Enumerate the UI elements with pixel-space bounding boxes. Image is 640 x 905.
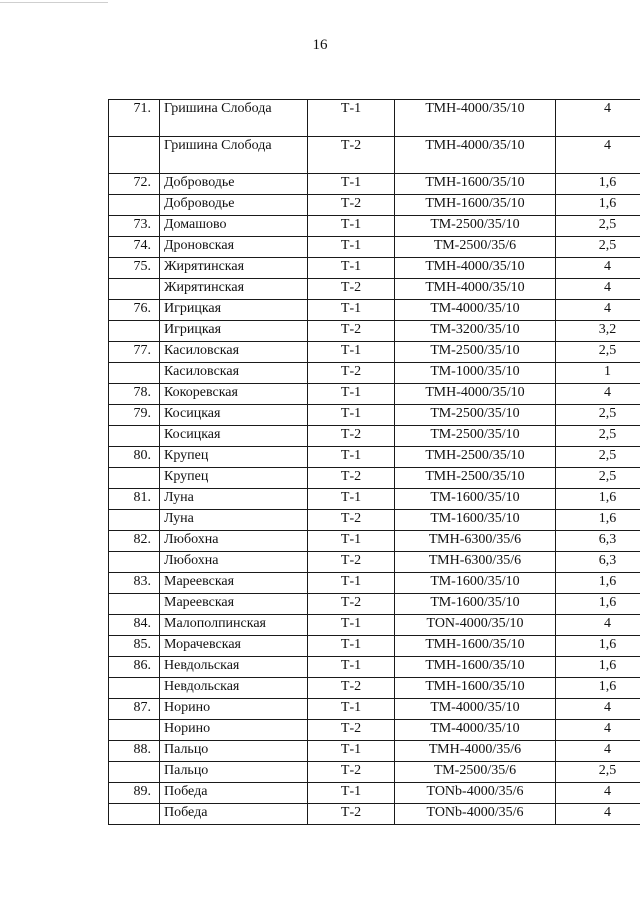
transformer-power-cell: 6,3: [556, 552, 640, 573]
table-row: [109, 195, 640, 216]
row-number-cell: 74.: [109, 237, 160, 258]
row-number-cell: [109, 678, 160, 699]
substation-name-cell: Гришина Слобода: [160, 100, 308, 137]
table-row: [109, 100, 640, 137]
transformer-type-cell: ТМ-4000/35/10: [395, 699, 556, 720]
substation-name-cell: Норино: [160, 720, 308, 741]
substation-name-cell: Мареевская: [160, 573, 308, 594]
transformer-power-cell: 4: [556, 100, 640, 137]
row-number-cell: [109, 762, 160, 783]
transformer-id-cell: Т-1: [308, 489, 395, 510]
row-number-cell: [109, 321, 160, 342]
transformer-power-cell: 2,5: [556, 762, 640, 783]
transformer-type-cell: ТМН-6300/35/6: [395, 531, 556, 552]
row-number-cell: 71.: [109, 100, 160, 137]
table-row: [109, 699, 640, 720]
transformer-power-cell: 4: [556, 741, 640, 762]
transformer-power-cell: 3,2: [556, 321, 640, 342]
transformer-id-cell: Т-1: [308, 384, 395, 405]
transformer-power-cell: 4: [556, 384, 640, 405]
row-number-cell: [109, 510, 160, 531]
table-row: [109, 174, 640, 195]
row-number-cell: 86.: [109, 657, 160, 678]
substation-name-cell: Победа: [160, 804, 308, 825]
transformer-type-cell: ТМН-2500/35/10: [395, 447, 556, 468]
table-row: [109, 531, 640, 552]
substation-name-cell: Пальцо: [160, 762, 308, 783]
transformer-type-cell: ТМ-1000/35/10: [395, 363, 556, 384]
transformer-id-cell: Т-2: [308, 363, 395, 384]
transformer-type-cell: TONb-4000/35/6: [395, 783, 556, 804]
table-row: [109, 237, 640, 258]
transformer-id-cell: Т-1: [308, 657, 395, 678]
row-number-cell: [109, 195, 160, 216]
transformer-power-cell: 2,5: [556, 342, 640, 363]
transformer-power-cell: 1,6: [556, 657, 640, 678]
transformer-type-cell: ТМН-4000/35/10: [395, 279, 556, 300]
table-row: [109, 321, 640, 342]
transformer-power-cell: 1,6: [556, 678, 640, 699]
table-body: [109, 100, 640, 825]
transformer-power-cell: 2,5: [556, 447, 640, 468]
row-number-cell: 87.: [109, 699, 160, 720]
transformer-id-cell: Т-2: [308, 426, 395, 447]
row-number-cell: [109, 552, 160, 573]
transformer-id-cell: Т-2: [308, 321, 395, 342]
table-row: [109, 489, 640, 510]
transformer-type-cell: TON-4000/35/10: [395, 615, 556, 636]
table-row: [109, 300, 640, 321]
transformer-type-cell: ТМН-1600/35/10: [395, 195, 556, 216]
transformer-type-cell: ТМН-4000/35/10: [395, 384, 556, 405]
substation-name-cell: Невдольская: [160, 678, 308, 699]
substation-name-cell: Игрицкая: [160, 321, 308, 342]
transformer-power-cell: 4: [556, 720, 640, 741]
transformer-id-cell: Т-1: [308, 237, 395, 258]
row-number-cell: 85.: [109, 636, 160, 657]
substation-name-cell: Кокоревская: [160, 384, 308, 405]
substation-name-cell: Касиловская: [160, 342, 308, 363]
substation-name-cell: Луна: [160, 510, 308, 531]
transformer-id-cell: Т-1: [308, 699, 395, 720]
transformer-power-cell: 4: [556, 783, 640, 804]
row-number-cell: [109, 804, 160, 825]
table-row: [109, 804, 640, 825]
transformer-power-cell: 2,5: [556, 216, 640, 237]
transformer-id-cell: Т-1: [308, 174, 395, 195]
transformer-type-cell: ТМ-3200/35/10: [395, 321, 556, 342]
row-number-cell: 81.: [109, 489, 160, 510]
table-row: [109, 216, 640, 237]
transformer-type-cell: ТМ-1600/35/10: [395, 573, 556, 594]
row-number-cell: [109, 594, 160, 615]
transformer-id-cell: Т-1: [308, 405, 395, 426]
table-row: [109, 426, 640, 447]
table-row: [109, 636, 640, 657]
transformer-id-cell: Т-2: [308, 594, 395, 615]
transformer-type-cell: ТМН-1600/35/10: [395, 678, 556, 699]
transformer-type-cell: ТМ-2500/35/10: [395, 216, 556, 237]
table-row: [109, 405, 640, 426]
transformer-id-cell: Т-2: [308, 762, 395, 783]
row-number-cell: [109, 720, 160, 741]
transformer-type-cell: ТМН-1600/35/10: [395, 174, 556, 195]
transformer-type-cell: ТМН-4000/35/10: [395, 100, 556, 137]
transformer-type-cell: ТМН-6300/35/6: [395, 552, 556, 573]
table-row: [109, 573, 640, 594]
transformer-power-cell: 1,6: [556, 636, 640, 657]
transformer-id-cell: Т-2: [308, 804, 395, 825]
transformer-id-cell: Т-2: [308, 137, 395, 174]
transformer-id-cell: Т-1: [308, 636, 395, 657]
transformer-power-cell: 4: [556, 699, 640, 720]
transformer-type-cell: ТМН-1600/35/10: [395, 657, 556, 678]
substation-name-cell: Невдольская: [160, 657, 308, 678]
substation-name-cell: Жирятинская: [160, 258, 308, 279]
substation-transformer-table: [108, 99, 640, 825]
transformer-id-cell: Т-1: [308, 573, 395, 594]
transformer-power-cell: 1,6: [556, 489, 640, 510]
transformer-power-cell: 1,6: [556, 195, 640, 216]
substation-name-cell: Домашово: [160, 216, 308, 237]
table-row: [109, 678, 640, 699]
transformer-type-cell: ТМН-4000/35/10: [395, 258, 556, 279]
table-row: [109, 279, 640, 300]
transformer-id-cell: Т-2: [308, 279, 395, 300]
substation-name-cell: Доброводье: [160, 174, 308, 195]
transformer-power-cell: 2,5: [556, 426, 640, 447]
transformer-type-cell: ТМ-1600/35/10: [395, 510, 556, 531]
table-row: [109, 741, 640, 762]
substation-name-cell: Дроновская: [160, 237, 308, 258]
substation-name-cell: Норино: [160, 699, 308, 720]
transformer-id-cell: Т-1: [308, 100, 395, 137]
table-row: [109, 657, 640, 678]
transformer-power-cell: 4: [556, 615, 640, 636]
page-number: 16: [312, 37, 328, 53]
transformer-type-cell: ТМ-2500/35/10: [395, 426, 556, 447]
transformer-type-cell: ТМН-4000/35/10: [395, 137, 556, 174]
transformer-id-cell: Т-2: [308, 195, 395, 216]
transformer-power-cell: 2,5: [556, 468, 640, 489]
substation-name-cell: Крупец: [160, 447, 308, 468]
substation-name-cell: Малополпинская: [160, 615, 308, 636]
table-row: [109, 510, 640, 531]
transformer-id-cell: Т-2: [308, 468, 395, 489]
transformer-type-cell: ТМ-4000/35/10: [395, 720, 556, 741]
transformer-power-cell: 2,5: [556, 237, 640, 258]
transformer-type-cell: ТМН-2500/35/10: [395, 468, 556, 489]
table-row: [109, 615, 640, 636]
row-number-cell: 89.: [109, 783, 160, 804]
transformer-type-cell: ТМ-2500/35/10: [395, 342, 556, 363]
table-row: [109, 594, 640, 615]
substation-name-cell: Победа: [160, 783, 308, 804]
transformer-id-cell: Т-1: [308, 615, 395, 636]
transformer-id-cell: Т-1: [308, 531, 395, 552]
row-number-cell: 77.: [109, 342, 160, 363]
transformer-type-cell: TONb-4000/35/6: [395, 804, 556, 825]
row-number-cell: 83.: [109, 573, 160, 594]
row-number-cell: 80.: [109, 447, 160, 468]
substation-name-cell: Морачевская: [160, 636, 308, 657]
transformer-power-cell: 1,6: [556, 510, 640, 531]
transformer-power-cell: 4: [556, 804, 640, 825]
substation-name-cell: Мареевская: [160, 594, 308, 615]
transformer-power-cell: 6,3: [556, 531, 640, 552]
transformer-id-cell: Т-1: [308, 258, 395, 279]
transformer-type-cell: ТМ-2500/35/6: [395, 762, 556, 783]
transformer-id-cell: Т-2: [308, 510, 395, 531]
table-row: [109, 552, 640, 573]
transformer-power-cell: 1: [556, 363, 640, 384]
row-number-cell: [109, 363, 160, 384]
transformer-id-cell: Т-1: [308, 783, 395, 804]
transformer-power-cell: 1,6: [556, 174, 640, 195]
transformer-type-cell: ТМ-2500/35/10: [395, 405, 556, 426]
transformer-power-cell: 1,6: [556, 594, 640, 615]
substation-name-cell: Игрицкая: [160, 300, 308, 321]
row-number-cell: 72.: [109, 174, 160, 195]
table-row: [109, 762, 640, 783]
transformer-type-cell: ТМН-1600/35/10: [395, 636, 556, 657]
row-number-cell: [109, 137, 160, 174]
row-number-cell: 79.: [109, 405, 160, 426]
substation-name-cell: Жирятинская: [160, 279, 308, 300]
transformer-id-cell: Т-2: [308, 678, 395, 699]
table-row: [109, 447, 640, 468]
substation-name-cell: Луна: [160, 489, 308, 510]
transformer-type-cell: ТМ-1600/35/10: [395, 594, 556, 615]
transformer-id-cell: Т-1: [308, 342, 395, 363]
table-row: [109, 258, 640, 279]
substation-name-cell: Косицкая: [160, 405, 308, 426]
table-row: [109, 468, 640, 489]
transformer-id-cell: Т-1: [308, 447, 395, 468]
substation-name-cell: Доброводье: [160, 195, 308, 216]
substation-name-cell: Гришина Слобода: [160, 137, 308, 174]
row-number-cell: 84.: [109, 615, 160, 636]
transformer-type-cell: ТМН-4000/35/6: [395, 741, 556, 762]
row-number-cell: [109, 468, 160, 489]
transformer-power-cell: 1,6: [556, 573, 640, 594]
top-rule: [0, 2, 108, 3]
row-number-cell: 78.: [109, 384, 160, 405]
row-number-cell: 75.: [109, 258, 160, 279]
substation-name-cell: Пальцо: [160, 741, 308, 762]
row-number-cell: 76.: [109, 300, 160, 321]
transformer-power-cell: 2,5: [556, 405, 640, 426]
transformer-id-cell: Т-1: [308, 300, 395, 321]
table-row: [109, 137, 640, 174]
transformer-id-cell: Т-1: [308, 216, 395, 237]
transformer-power-cell: 4: [556, 137, 640, 174]
substation-name-cell: Крупец: [160, 468, 308, 489]
transformer-power-cell: 4: [556, 258, 640, 279]
transformer-id-cell: Т-1: [308, 741, 395, 762]
substation-name-cell: Касиловская: [160, 363, 308, 384]
transformer-type-cell: ТМ-2500/35/6: [395, 237, 556, 258]
row-number-cell: [109, 426, 160, 447]
row-number-cell: [109, 279, 160, 300]
transformer-type-cell: ТМ-1600/35/10: [395, 489, 556, 510]
table-row: [109, 363, 640, 384]
substation-name-cell: Косицкая: [160, 426, 308, 447]
substation-name-cell: Любохна: [160, 552, 308, 573]
substation-name-cell: Любохна: [160, 531, 308, 552]
row-number-cell: 88.: [109, 741, 160, 762]
transformer-power-cell: 4: [556, 300, 640, 321]
table-row: [109, 720, 640, 741]
table-row: [109, 342, 640, 363]
row-number-cell: 82.: [109, 531, 160, 552]
transformer-power-cell: 4: [556, 279, 640, 300]
table-row: [109, 783, 640, 804]
transformer-id-cell: Т-2: [308, 720, 395, 741]
row-number-cell: 73.: [109, 216, 160, 237]
transformer-id-cell: Т-2: [308, 552, 395, 573]
transformer-type-cell: ТМ-4000/35/10: [395, 300, 556, 321]
table-row: [109, 384, 640, 405]
